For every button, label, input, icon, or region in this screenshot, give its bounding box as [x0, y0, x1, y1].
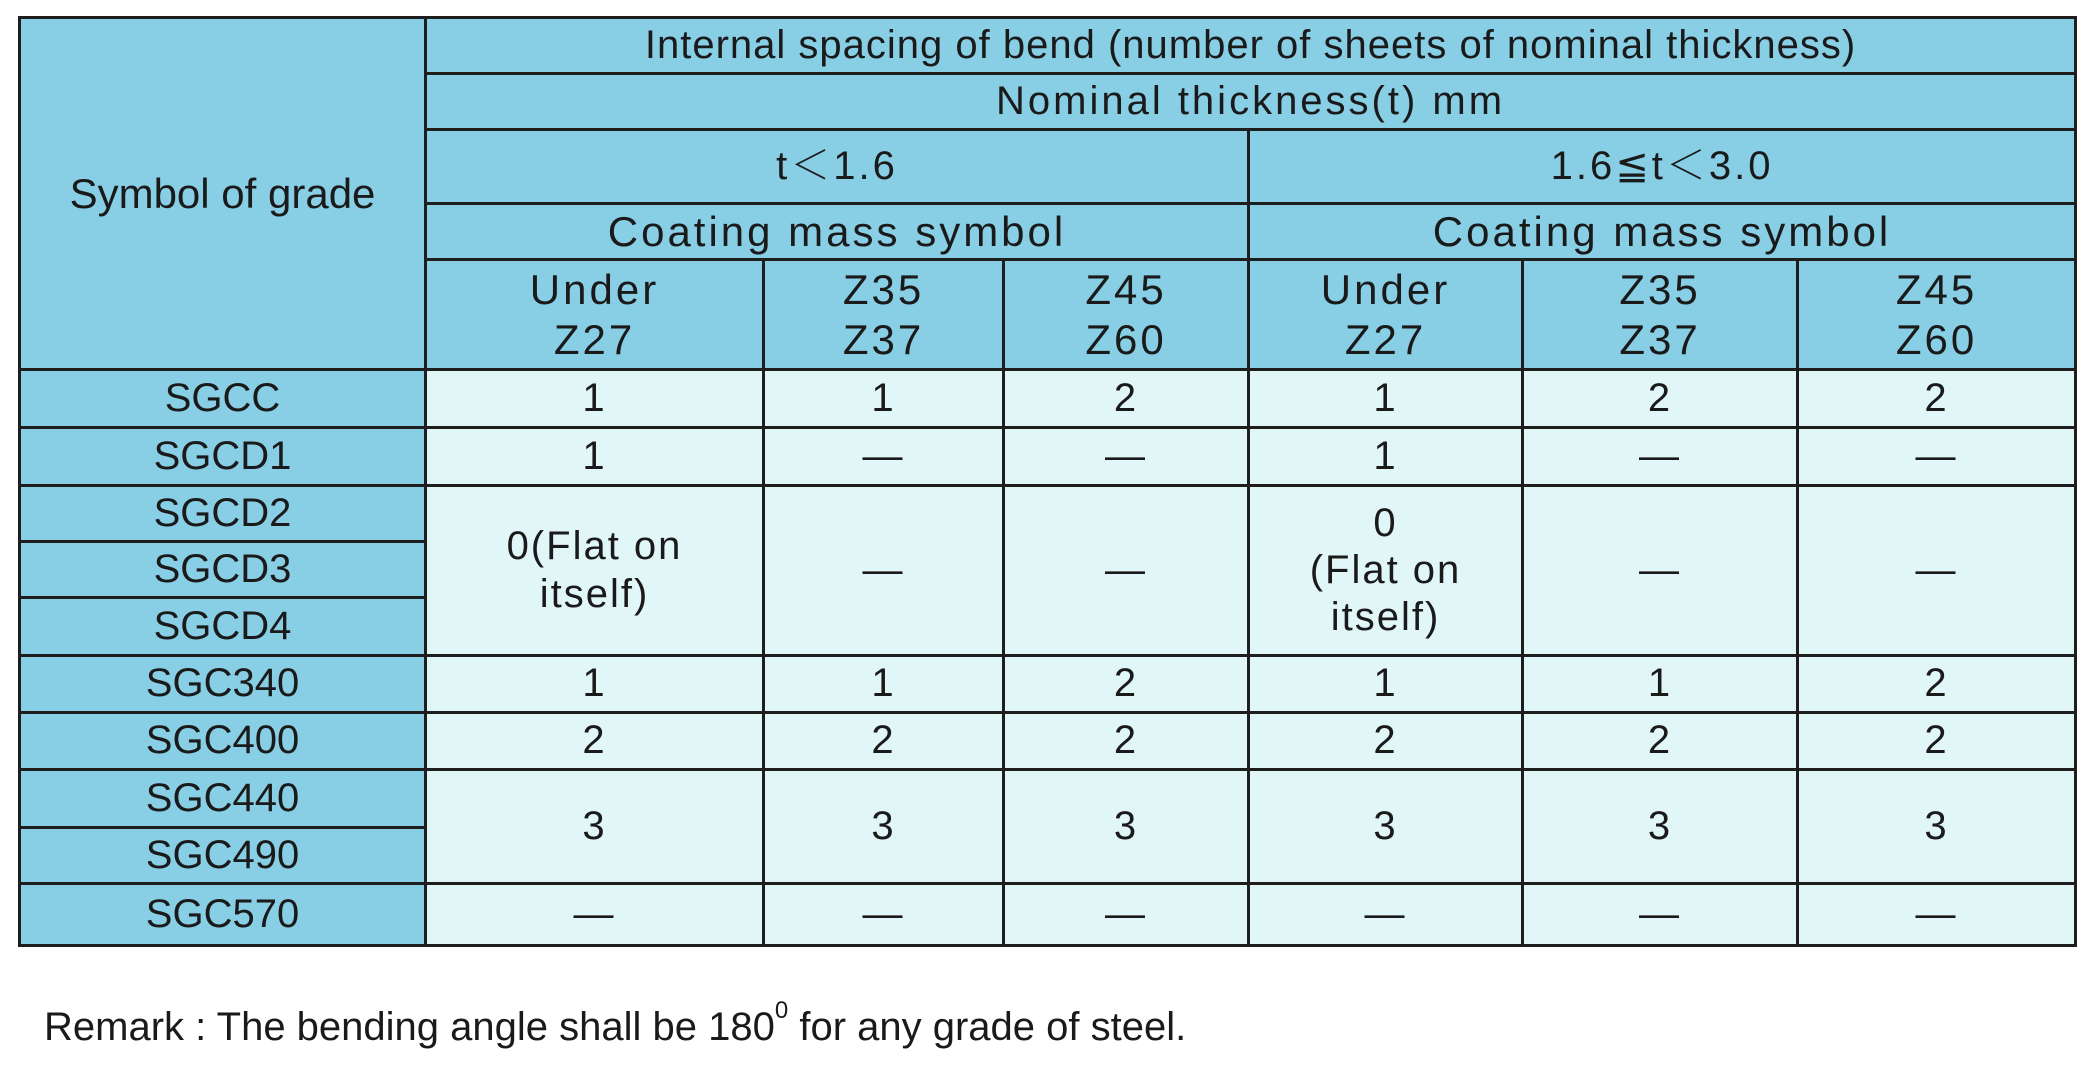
value-cell: —: [1523, 486, 1798, 656]
table-row: [20, 713, 2076, 770]
grade-cell: SGC340: [20, 656, 426, 713]
coating-mass-header-1: Coating mass symbol: [426, 204, 1249, 260]
thickness-range-lt-1-6: t＜1.6: [426, 130, 1249, 204]
remark-note: [44, 997, 1187, 1050]
value-cell: 1: [426, 656, 764, 713]
table-row: [20, 370, 2076, 428]
value-cell: 3: [1004, 770, 1249, 884]
symbol-of-grade-header: Symbol of grade: [20, 18, 426, 370]
value-cell: —: [1249, 884, 1523, 946]
value-cell: —: [1798, 884, 2076, 946]
coating-col-z35-z37-b: Z35 Z37: [1523, 260, 1798, 370]
remark-text: Remark : The bending angle shall be 180: [44, 1005, 775, 1049]
value-cell: 3: [1249, 770, 1523, 884]
value-cell: —: [426, 884, 764, 946]
value-cell: 0 (Flat on itself): [1249, 486, 1523, 656]
value-cell: 2: [764, 713, 1004, 770]
degree-superscript: 0: [774, 997, 789, 1024]
value-cell: —: [764, 428, 1004, 486]
value-cell: 1: [426, 428, 764, 486]
grade-cell: SGC570: [20, 884, 426, 946]
bend-spacing-table: [18, 16, 2077, 947]
value-cell: —: [764, 884, 1004, 946]
value-cell: 2: [1523, 713, 1798, 770]
grade-cell: SGCD4: [20, 598, 426, 656]
bend-spacing-table-wrapper: [18, 16, 2074, 947]
value-cell: 2: [1249, 713, 1523, 770]
value-cell: 1: [764, 656, 1004, 713]
nominal-thickness-header: Nominal thickness(t) mm: [426, 74, 2076, 130]
coating-col-under-z27-b: Under Z27: [1249, 260, 1523, 370]
coating-col-z45-z60-b: Z45 Z60: [1798, 260, 2076, 370]
value-cell: 2: [1798, 656, 2076, 713]
value-cell: 2: [1004, 370, 1249, 428]
value-cell: —: [1004, 884, 1249, 946]
value-cell: —: [1798, 486, 2076, 656]
value-cell: 3: [1523, 770, 1798, 884]
grade-cell: SGC440: [20, 770, 426, 828]
value-cell: 3: [426, 770, 764, 884]
table-row: [20, 428, 2076, 486]
value-cell: 1: [426, 370, 764, 428]
table-row: [20, 884, 2076, 946]
internal-spacing-header: Internal spacing of bend (number of sheets of nominal thickness): [426, 18, 2076, 74]
value-cell: 0(Flat on itself): [426, 486, 764, 656]
table-row: [20, 656, 2076, 713]
value-cell: 3: [764, 770, 1004, 884]
value-cell: 1: [1249, 656, 1523, 713]
table-row: [20, 770, 2076, 828]
table-row: [20, 486, 2076, 542]
value-cell: 1: [1249, 428, 1523, 486]
value-cell: 2: [1523, 370, 1798, 428]
grade-cell: SGCD2: [20, 486, 426, 542]
grade-cell: SGCD3: [20, 542, 426, 598]
remark-text-end: for any grade of steel.: [788, 1005, 1187, 1049]
coating-mass-header-2: Coating mass symbol: [1249, 204, 2076, 260]
coating-col-under-z27-a: Under Z27: [426, 260, 764, 370]
grade-cell: SGCC: [20, 370, 426, 428]
grade-cell: SGC400: [20, 713, 426, 770]
thickness-range-1-6-to-3-0: 1.6≦t＜3.0: [1249, 130, 2076, 204]
value-cell: 1: [764, 370, 1004, 428]
value-cell: —: [1798, 428, 2076, 486]
value-cell: 2: [426, 713, 764, 770]
value-cell: 3: [1798, 770, 2076, 884]
grade-cell: SGC490: [20, 828, 426, 884]
value-cell: —: [764, 486, 1004, 656]
coating-col-z35-z37-a: Z35 Z37: [764, 260, 1004, 370]
value-cell: 2: [1004, 713, 1249, 770]
value-cell: 2: [1004, 656, 1249, 713]
coating-col-z45-z60-a: Z45 Z60: [1004, 260, 1249, 370]
value-cell: 1: [1523, 656, 1798, 713]
value-cell: —: [1523, 428, 1798, 486]
value-cell: 1: [1249, 370, 1523, 428]
value-cell: —: [1004, 428, 1249, 486]
value-cell: —: [1523, 884, 1798, 946]
value-cell: 2: [1798, 713, 2076, 770]
grade-cell: SGCD1: [20, 428, 426, 486]
value-cell: —: [1004, 486, 1249, 656]
value-cell: 2: [1798, 370, 2076, 428]
